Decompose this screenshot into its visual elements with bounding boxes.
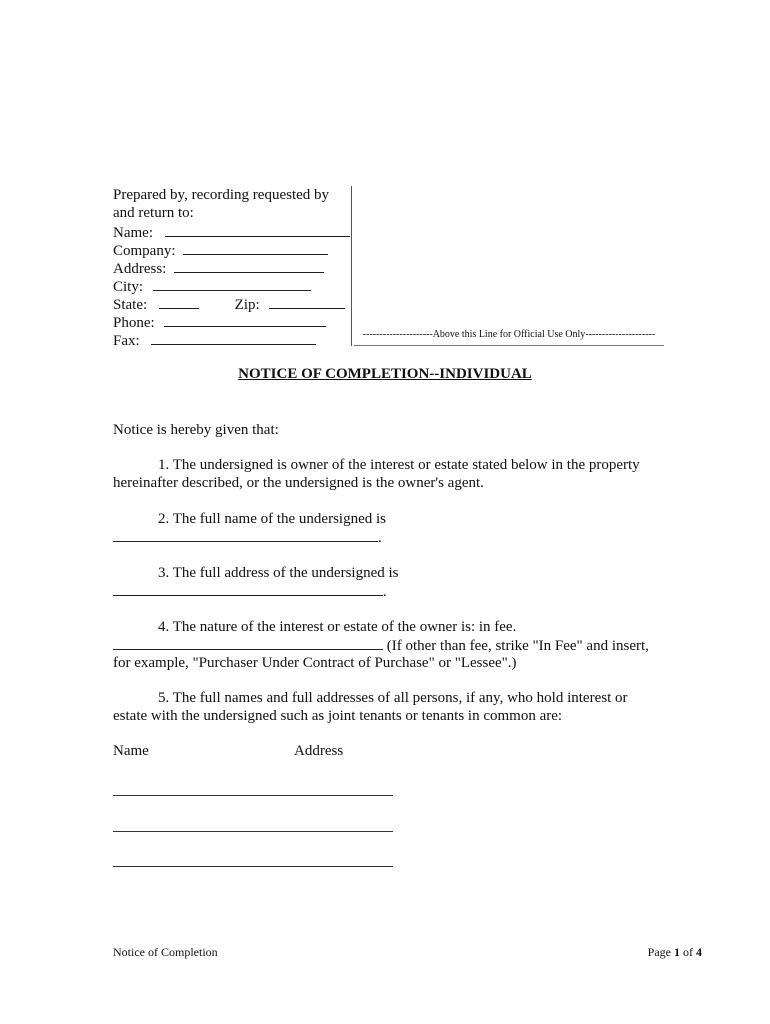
preparer-heading-1: Prepared by, recording requested by xyxy=(113,187,330,203)
page-current: 1 xyxy=(674,945,680,959)
official-use-label: ---------------------Above this Line for Official Use Only--------------------- xyxy=(362,329,656,340)
page-prefix: Page xyxy=(647,945,671,959)
co-owner-entry-line-2[interactable] xyxy=(113,831,393,832)
column-name-header: Name xyxy=(113,743,149,759)
state-label: State: xyxy=(113,297,148,313)
undersigned-address-field[interactable] xyxy=(113,582,383,596)
item-4 xyxy=(113,618,658,636)
item-4-note-2: for example, "Purchaser Under Contract of Purchase" or "Lessee".) xyxy=(113,655,517,671)
intro-text: Notice is hereby given that: xyxy=(113,422,279,438)
item-4-note: (If other than fee, strike "In Fee" and insert, xyxy=(386,638,649,654)
state-field[interactable] xyxy=(159,294,199,309)
item-4-blank-row xyxy=(113,636,658,655)
company-field[interactable] xyxy=(183,240,328,255)
item-3-text: 3. The full address of the undersigned is xyxy=(158,565,399,581)
preparer-block xyxy=(113,186,350,348)
document-title-text: NOTICE OF COMPLETION--INDIVIDUAL xyxy=(238,366,532,382)
name-row xyxy=(113,222,350,240)
state-zip-row xyxy=(113,294,350,312)
zip-label: Zip: xyxy=(234,297,260,313)
item-1-text: 1. The undersigned is owner of the interest or estate stated below in the property hereinafter described, or the undersigned is the owner's agent. xyxy=(113,457,640,491)
address-field[interactable] xyxy=(174,258,324,273)
co-owner-entry-line-3[interactable] xyxy=(113,866,393,867)
phone-label: Phone: xyxy=(113,315,155,331)
preparer-heading-2: and return to: xyxy=(113,205,194,221)
item-3 xyxy=(113,564,658,582)
company-row xyxy=(113,240,350,258)
city-label: City: xyxy=(113,279,144,295)
address-label: Address: xyxy=(113,261,167,277)
page-total: 4 xyxy=(696,945,702,959)
city-field[interactable] xyxy=(153,276,311,291)
recording-divider xyxy=(351,186,352,346)
document-title xyxy=(0,366,770,383)
item-3-blank-row: . xyxy=(113,582,658,601)
item-4-text: 4. The nature of the interest or estate of the owner is: in fee. xyxy=(158,619,517,635)
column-address-header: Address xyxy=(294,743,344,759)
item-2-blank-row: . xyxy=(113,528,658,547)
phone-row xyxy=(113,312,350,330)
page-of: of xyxy=(683,945,693,959)
item-2-text: 2. The full name of the undersigned is xyxy=(158,511,387,527)
company-label: Company: xyxy=(113,243,176,259)
fax-label: Fax: xyxy=(113,333,140,349)
official-use-rule xyxy=(354,345,664,346)
undersigned-name-field[interactable] xyxy=(113,528,378,542)
co-owner-entry-line-1[interactable] xyxy=(113,795,393,796)
phone-field[interactable] xyxy=(164,312,326,327)
name-field[interactable] xyxy=(165,222,350,237)
item-2 xyxy=(113,510,658,528)
zip-field[interactable] xyxy=(269,294,345,309)
fax-field[interactable] xyxy=(151,330,316,345)
item-1 xyxy=(113,456,658,492)
fax-row xyxy=(113,330,350,348)
item-5-text: 5. The full names and full addresses of all persons, if any, who hold interest or estate with the undersigned such as joint tenants or tenants in common are: xyxy=(113,690,628,724)
item-5 xyxy=(113,689,658,725)
city-row xyxy=(113,276,350,294)
interest-nature-field[interactable] xyxy=(113,636,383,650)
name-label: Name: xyxy=(113,225,153,241)
footer-document-name: Notice of Completion xyxy=(113,945,218,959)
address-row xyxy=(113,258,350,276)
page-number xyxy=(600,945,702,960)
